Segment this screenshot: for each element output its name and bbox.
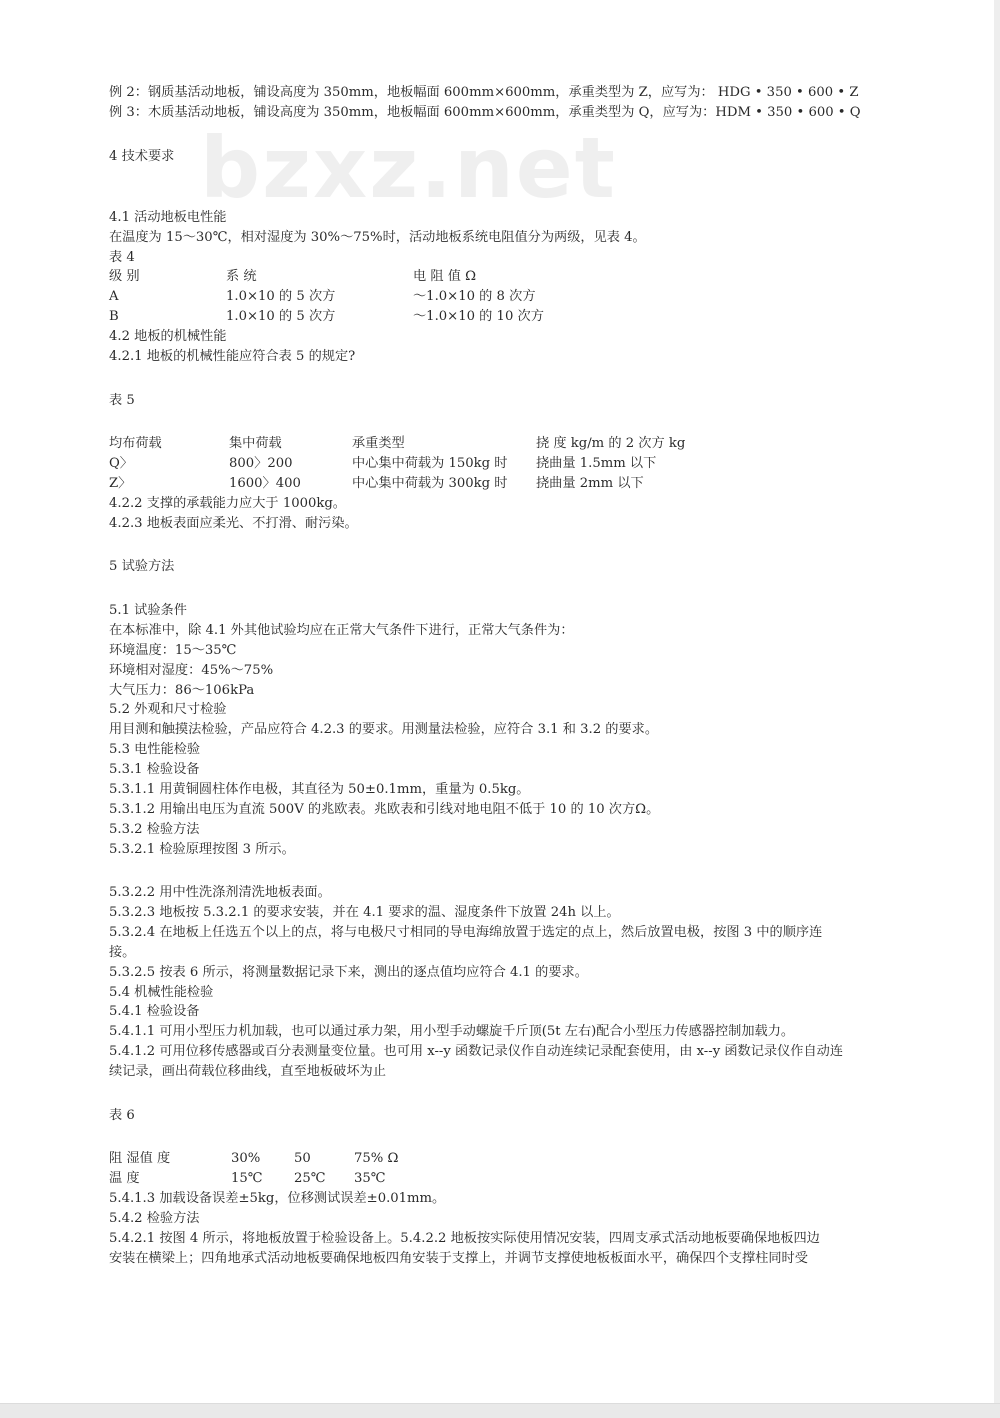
table-4-header-cell: 系 统 [226, 269, 257, 284]
paragraph: 5.4.1.1 可用小型压力机加载，也可以通过承力架，用小型手动螺旋千斤顶(5t 左右)配合小型压力传感器控制加载力。 [109, 1024, 795, 1039]
table-6-cell: 30% [231, 1151, 261, 1166]
table-5-cell: 中心集中荷载为 150kg 时 [352, 456, 508, 471]
section-5-3-2-heading: 5.3.2 检验方法 [109, 822, 200, 837]
table-4-cell: ～1.0×10 的 8 次方 [413, 289, 536, 304]
table-6-cell: 温 度 [109, 1171, 140, 1186]
section-5-4-1-heading: 5.4.1 检验设备 [109, 1004, 200, 1019]
table-5-cell: 800〉200 [229, 456, 293, 471]
paragraph: 5.4.1.2 可用位移传感器或百分表测量变位量。也可用 x--y 函数记录仪作自动连续记录配套使用，由 x--y 函数记录仪作自动连 [109, 1044, 844, 1059]
paragraph: 安装在横梁上；四角地承式活动地板要确保地板四角安装于支撑上，并调节支撑使地板板面水平，确保四个支撑柱同时受 [109, 1251, 808, 1266]
table-6-cell: 阻 湿值 度 [109, 1151, 171, 1166]
paragraph: 5.3.2.3 地板按 5.3.2.1 的要求安装，并在 4.1 要求的温、湿度条件下放置 24h 以上。 [109, 905, 620, 920]
paragraph: 接。 [109, 945, 136, 960]
table-5-header-cell: 均布荷载 [109, 436, 162, 451]
section-4-1-heading: 4.1 活动地板电性能 [109, 210, 227, 225]
table-5-cell: Z〉 [109, 476, 132, 491]
paragraph: 大气压力：86～106kPa [109, 683, 255, 698]
table-5-header [109, 434, 686, 454]
table-6-row [109, 1169, 386, 1189]
section-4-heading: 4 技术要求 [109, 149, 175, 164]
table-4-cell: ～1.0×10 的 10 次方 [413, 309, 544, 324]
table-6-cell: 35℃ [354, 1171, 386, 1186]
paragraph: 5.3.1.2 用输出电压为直流 500V 的兆欧表。兆欧表和引线对地电阻不低于 10 的 10 次方Ω。 [109, 802, 660, 817]
table-4-cell: 1.0×10 的 5 次方 [226, 309, 336, 324]
paragraph: 5.3.2.2 用中性洗涤剂清洗地板表面。 [109, 885, 331, 900]
page-bottom-edge [0, 1403, 1000, 1418]
page-right-edge [994, 0, 1000, 1418]
table-5-row [109, 454, 657, 474]
table-6-cell: 75% Ω [354, 1151, 399, 1166]
table-5-cell: Q〉 [109, 456, 133, 471]
table-5-header-cell: 挠 度 kg/m 的 2 次方 kg [536, 436, 686, 451]
section-5-3-1-heading: 5.3.1 检验设备 [109, 762, 200, 777]
table-5-cell: 挠曲量 2mm 以下 [536, 476, 644, 491]
watermark: bzxz.net [200, 119, 617, 217]
section-5-1-heading: 5.1 试验条件 [109, 603, 187, 618]
paragraph: 4.2.1 地板的机械性能应符合表 5 的规定? [109, 349, 356, 364]
table-5-cell: 中心集中荷载为 300kg 时 [352, 476, 508, 491]
paragraph: 4.2.3 地板表面应柔光、不打滑、耐污染。 [109, 516, 358, 531]
section-5-4-heading: 5.4 机械性能检验 [109, 985, 214, 1000]
paragraph: 4.2.2 支撑的承载能力应大于 1000kg。 [109, 496, 346, 511]
table-4-cell: A [109, 289, 119, 304]
table-4-header [109, 267, 477, 287]
table-5-cell: 1600〉400 [229, 476, 301, 491]
table-6-row [109, 1149, 399, 1169]
paragraph: 5.3.2.4 在地板上任选五个以上的点，将与电极尺寸相同的导电海绵放置于选定的点上，然后放置电极，按图 3 中的顺序连 [109, 925, 823, 940]
table-4-caption: 表 4 [109, 250, 135, 265]
paragraph: 用目测和触摸法检验，产品应符合 4.2.3 的要求。用测量法检验，应符合 3.1 和 3.2 的要求。 [109, 722, 659, 737]
paragraph: 5.3.1.1 用黄铜圆柱体作电极，其直径为 50±0.1mm，重量为 0.5kg。 [109, 782, 530, 797]
table-6-cell: 15℃ [231, 1171, 263, 1186]
paragraph: 5.4.1.3 加载设备误差±5kg，位移测试误差±0.01mm。 [109, 1191, 446, 1206]
paragraph: 在本标准中，除 4.1 外其他试验均应在正常大气条件下进行，正常大气条件为： [109, 623, 574, 638]
paragraph: 环境相对湿度：45%～75% [109, 663, 274, 678]
section-5-3-heading: 5.3 电性能检验 [109, 742, 201, 757]
paragraph: 在温度为 15～30℃，相对湿度为 30%～75%时，活动地板系统电阻值分为两级，见表 4。 [109, 230, 646, 245]
table-4-row [109, 287, 536, 307]
table-5-header-cell: 集中荷载 [229, 436, 282, 451]
paragraph: 续记录，画出荷载位移曲线，直至地板破坏为止 [109, 1064, 386, 1079]
table-4-cell: B [109, 309, 119, 324]
example-3: 例 3：木质基活动地板，铺设高度为 350mm，地板幅面 600mm×600mm，承重类型为 Q，应写为：HDM • 350 • 600 • Q [109, 105, 861, 120]
table-4-cell: 1.0×10 的 5 次方 [226, 289, 336, 304]
section-4-2-heading: 4.2 地板的机械性能 [109, 329, 227, 344]
section-5-4-2-heading: 5.4.2 检验方法 [109, 1211, 200, 1226]
section-5-2-heading: 5.2 外观和尺寸检验 [109, 702, 227, 717]
table-6-caption: 表 6 [109, 1108, 135, 1123]
paragraph: 5.3.2.5 按表 6 所示，将测量数据记录下来，测出的逐点值均应符合 4.1 的要求。 [109, 965, 588, 980]
paragraph: 5.3.2.1 检验原理按图 3 所示。 [109, 842, 295, 857]
paragraph: 5.4.2.1 按图 4 所示，将地板放置于检验设备上。5.4.2.2 地板按实际使用情况安装，四周支承式活动地板要确保地板四边 [109, 1231, 820, 1246]
table-4-header-cell: 电 阻 值 Ω [413, 269, 477, 284]
example-2: 例 2：钢质基活动地板，铺设高度为 350mm，地板幅面 600mm×600mm，承重类型为 Z，应写为： HDG • 350 • 600 • Z [109, 85, 859, 100]
table-6-cell: 25℃ [294, 1171, 326, 1186]
table-6-cell: 50 [294, 1151, 311, 1166]
paragraph: 环境温度：15～35℃ [109, 643, 237, 658]
table-4-row [109, 307, 544, 327]
table-5-header-cell: 承重类型 [352, 436, 405, 451]
table-5-row [109, 474, 644, 494]
table-5-caption: 表 5 [109, 393, 135, 408]
table-5-cell: 挠曲量 1.5mm 以下 [536, 456, 657, 471]
table-4-header-cell: 级 别 [109, 269, 140, 284]
section-5-heading: 5 试验方法 [109, 559, 175, 574]
